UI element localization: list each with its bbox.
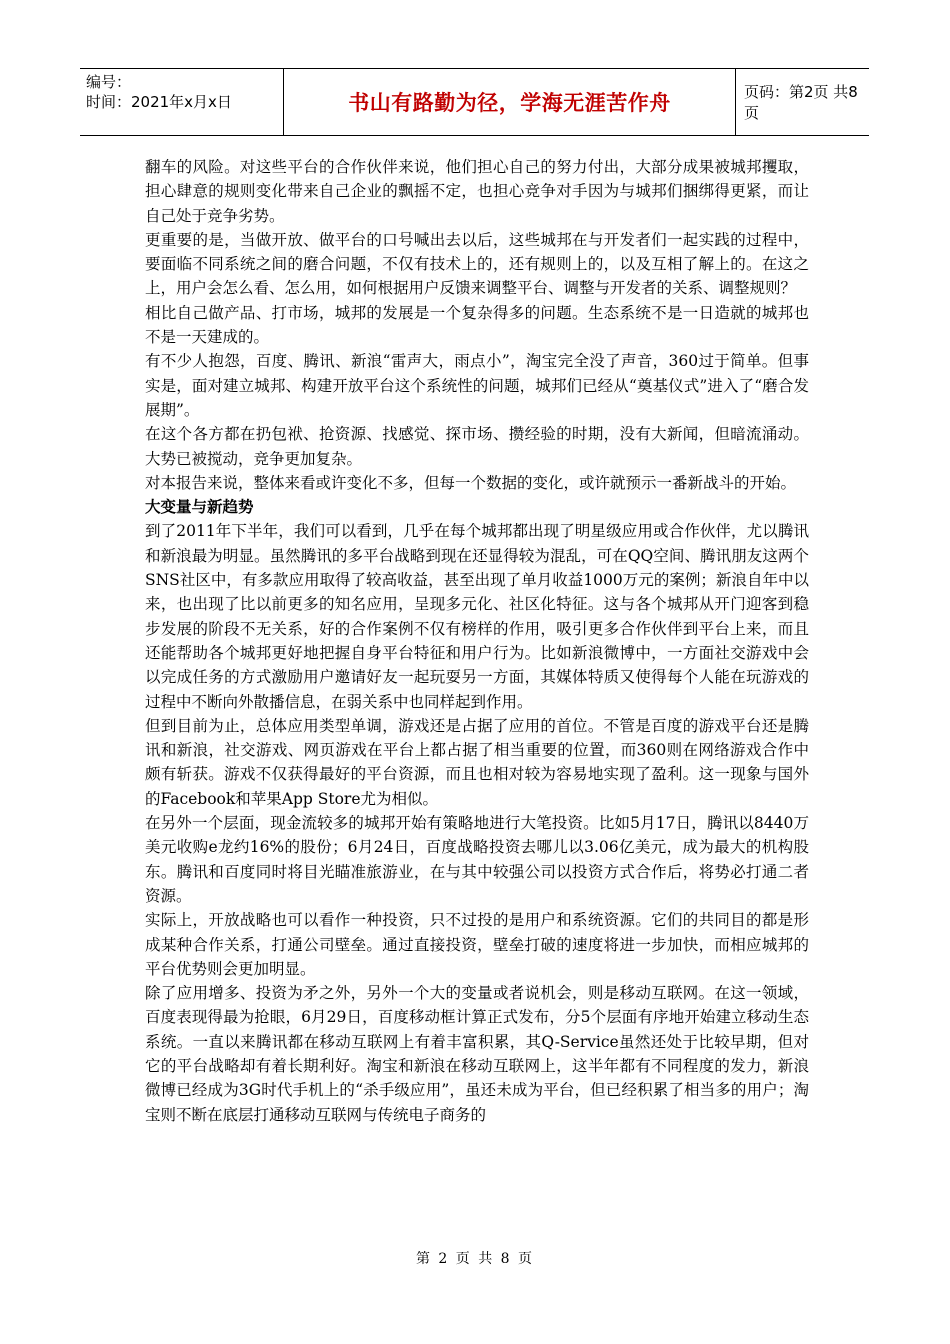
- section-heading: 大变量与新趋势: [145, 498, 254, 517]
- document-number-label: 编号：: [86, 73, 132, 91]
- page-header: [80, 68, 869, 136]
- paragraph: 有不少人抱怨，百度、腾讯、新浪“雷声大，雨点小”，淘宝完全没了声音，360过于简单。但事实是，面对建立城邦、构建开放平台这个系统性的问题，城邦们已经从“奠基仪式”进入了“磨合发展期”。: [145, 352, 809, 419]
- paragraph: 在这个各方都在扔包袱、抢资源、找感觉、探市场、攒经验的时期，没有大新闻，但暗流涌动。大势已被搅动，竞争更加复杂。: [145, 425, 809, 468]
- header-motto: 书山有路勤为径，学海无涯苦作舟: [348, 91, 671, 115]
- document-time-label: 时间：2021年x月x日: [86, 93, 232, 111]
- page-footer: 第 2 页 共 8 页: [415, 1251, 535, 1267]
- header-page-cell: [736, 69, 869, 135]
- header-page-number: 页码：第2页 共8页: [744, 83, 858, 122]
- header-motto-cell: [284, 69, 736, 135]
- paragraph: 到了2011年下半年，我们可以看到，几乎在每个城邦都出现了明星级应用或合作伙伴，尤以腾讯和新浪最为明显。虽然腾讯的多平台战略到现在还显得较为混乱，可在QQ空间、腾讯朋友这两个SNS社区中，有多款应用取得了较高收益，甚至出现了单月收益1000万元的案例；新浪自年中以来，也出现了比以前更多的知名应用，呈现多元化、社区化特征。这与各个城邦从开门迎客到稳步发展的阶段不无关系，好的合作案例不仅有榜样的作用，吸引更多合作伙伴到平台上来，而且还能帮助各个城邦更好地把握自身平台特征和用户行为。比如新浪微博中，一方面社交游戏中会以完成任务的方式激励用户邀请好友一起玩耍另一方面，其媒体特质又使得每个人能在玩游戏的过程中不断向外散播信息，在弱关系中也同样起到作用。: [145, 522, 809, 711]
- header-meta: [80, 69, 284, 135]
- paragraph: 翻车的风险。对这些平台的合作伙伴来说，他们担心自己的努力付出，大部分成果被城邦攫取，担心肆意的规则变化带来自己企业的飘摇不定，也担心竞争对手因为与城邦们捆绑得更紧，而让自己处于竞争劣势。: [145, 158, 809, 225]
- paragraph: 更重要的是，当做开放、做平台的口号喊出去以后，这些城邦在与开发者们一起实践的过程中，要面临不同系统之间的磨合问题，不仅有技术上的，还有规则上的，以及互相了解上的。在这之上，用户会怎么看、怎么用，如何根据用户反馈来调整平台、调整与开发者的关系、调整规则？: [145, 230, 809, 298]
- paragraph: 在另外一个层面，现金流较多的城邦开始有策略地进行大笔投资。比如5月17日，腾讯以8440万美元收购e龙约16%的股份；6月24日，百度战略投资去哪儿以3.06亿美元，成为最大的机构股东。腾讯和百度同时将目光瞄准旅游业，在与其中较强公司以投资方式合作后，将势必打通二者资源。: [145, 814, 809, 905]
- paragraph: 但到目前为止，总体应用类型单调，游戏还是占据了应用的首位。不管是百度的游戏平台还是腾讯和新浪，社交游戏、网页游戏在平台上都占据了相当重要的位置，而360则在网络游戏合作中颇有斩获。游戏不仅获得最好的平台资源，而且也相对较为容易地实现了盈利。这一现象与国外的Facebook和苹果App Store尤为相似。: [145, 716, 809, 808]
- paragraph: 除了应用增多、投资为矛之外，另外一个大的变量或者说机会，则是移动互联网。在这一领域，百度表现得最为抢眼，6月29日，百度移动框计算正式发布，分5个层面有序地开始建立移动生态系统。一直以来腾讯都在移动互联网上有着丰富积累，其Q-Service虽然还处于比较早期，但对它的平台战略却有着长期利好。淘宝和新浪在移动互联网上，这半年都有不同程度的发力，新浪微博已经成为3G时代手机上的“杀手级应用”，虽还未成为平台，但已经积累了相当多的用户；淘宝则不断在底层打通移动互联网与传统电子商务的: [145, 984, 809, 1124]
- document-body: [145, 155, 809, 1127]
- paragraph: 对本报告来说，整体来看或许变化不多，但每一个数据的变化，或许就预示一番新战斗的开始。: [145, 473, 797, 492]
- paragraph: 实际上，开放战略也可以看作一种投资，只不过投的是用户和系统资源。它们的共同目的都是形成某种合作关系，打通公司壁垒。通过直接投资，壁垒打破的速度将进一步加快，而相应城邦的平台优势则会更加明显。: [145, 911, 809, 978]
- paragraph: 相比自己做产品、打市场，城邦的发展是一个复杂得多的问题。生态系统不是一日造就的城邦也不是一天建成的。: [145, 303, 809, 347]
